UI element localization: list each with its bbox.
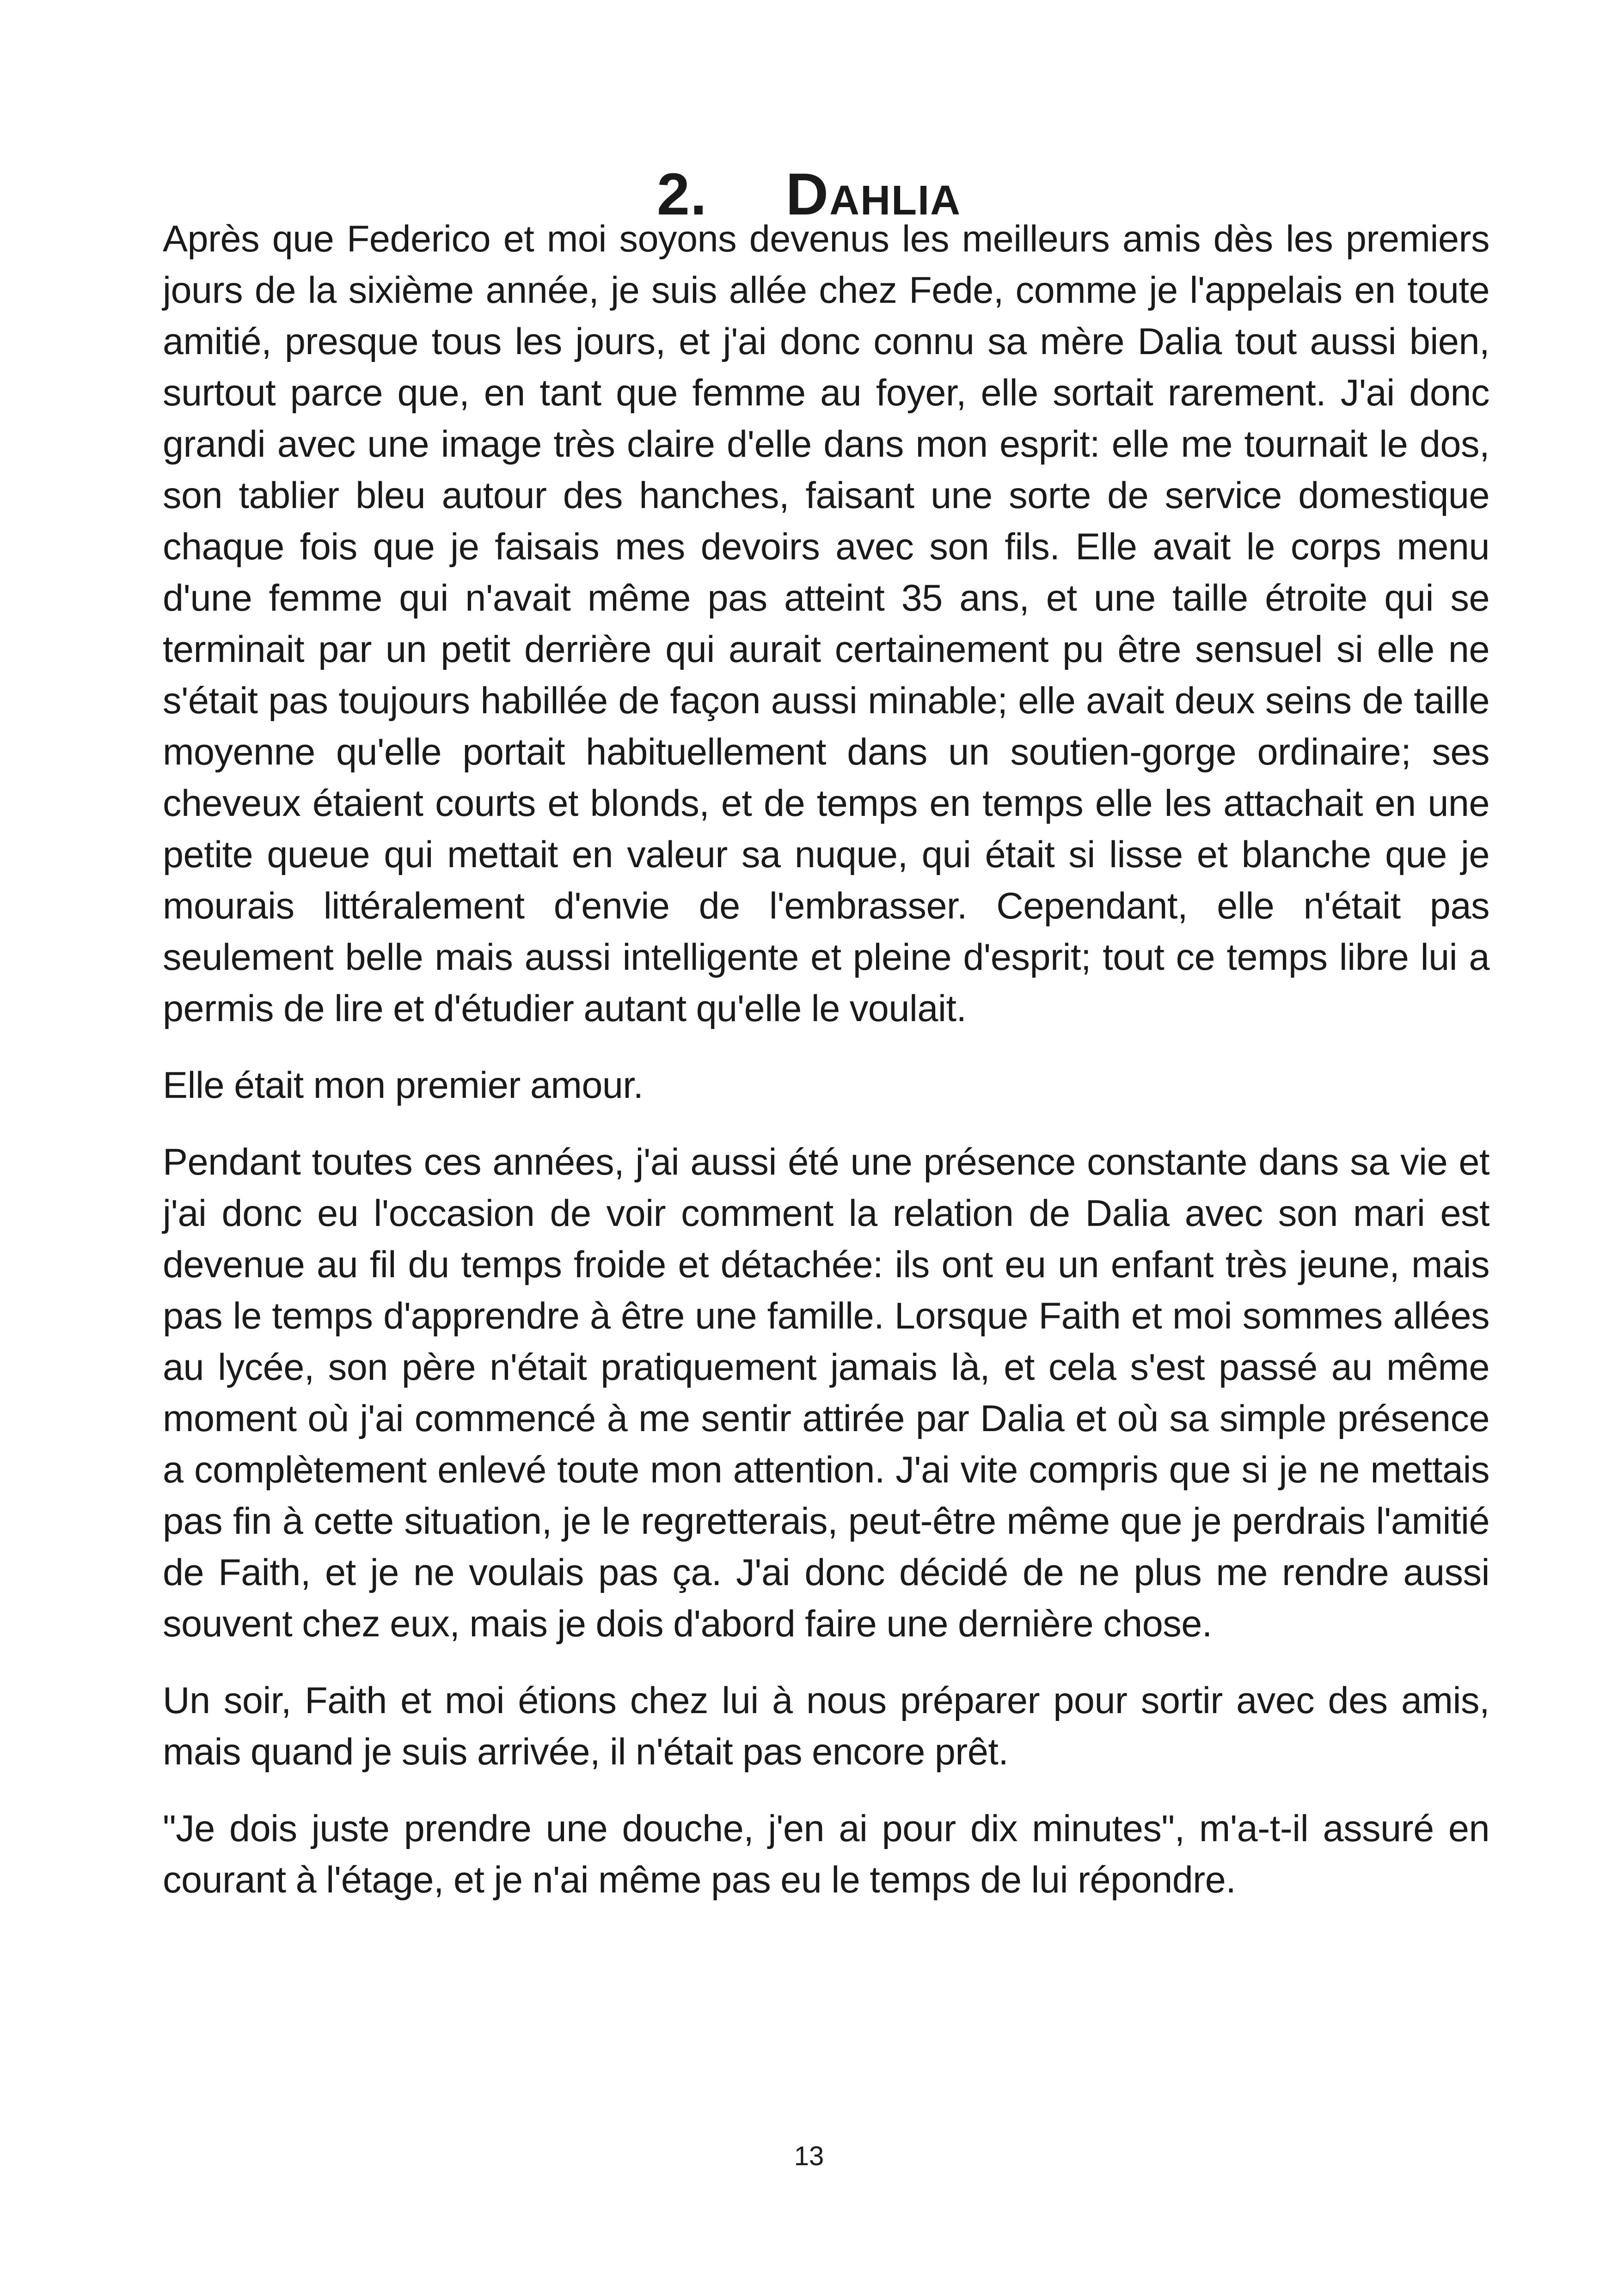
- chapter-body: [163, 214, 1489, 1931]
- paragraph: Elle était mon premier amour.: [163, 1065, 644, 1106]
- chapter-number: 2.: [656, 161, 707, 227]
- paragraph: Un soir, Faith et moi étions chez lui à nous préparer pour sortir avec des amis, mais quand je suis arrivée, il n'était pas encore prêt.: [163, 1680, 1489, 1773]
- paragraph: Après que Federico et moi soyons devenus les meilleurs amis dès les premiers jours de la sixième année, je suis allée chez Fede, comme je l'appelais en toute amitié, presque tous les jours, et j'ai donc connu sa mère Dalia tout aussi bien, surtout parce que, en tant que femme au foyer, elle sortait rarement. J'ai donc grandi avec une image très claire d'elle dans mon esprit: elle me tournait le dos, son tablier bleu autour des hanches, faisant une sorte de service domestique chaque fois que je faisais mes devoirs avec son fils. Elle avait le corps menu d'une femme qui n'avait même pas atteint 35 ans, et une taille étroite qui se terminait par un petit derrière qui aurait certainement pu être sensuel si elle ne s'était pas toujours habillée de façon aussi minable; elle avait deux seins de taille moyenne qu'elle portait habituellement dans un soutien-gorge ordinaire; ses cheveux étaient courts et blonds, et de temps en temps elle les attachait en une petite queue qui mettait en valeur sa nuque, qui était si lisse et blanche que je mourais littéralement d'envie de l'embrasser. Cependant, elle n'était pas seulement belle mais aussi intelligente et pleine d'esprit; tout ce temps libre lui a permis de lire et d'étudier autant qu'elle le voulait.: [163, 218, 1489, 1029]
- paragraph: "Je dois juste prendre une douche, j'en ai pour dix minutes", m'a-t-il assuré en courant à l'étage, et je n'ai même pas eu le temps de lui répondre.: [163, 1808, 1489, 1901]
- chapter-title: Dahlia: [785, 161, 962, 227]
- paragraph: Pendant toutes ces années, j'ai aussi été une présence constante dans sa vie et j'ai donc eu l'occasion de voir comment la relation de Dalia avec son mari est devenue au fil du temps froide et détachée: ils ont eu un enfant très jeune, mais pas le temps d'apprendre à être une famille. Lorsque Faith et moi sommes allées au lycée, son père n'était pratiquement jamais là, et cela s'est passé au même moment où j'ai commencé à me sentir attirée par Dalia et où sa simple présence a complètement enlevé toute mon attention. J'ai vite compris que si je ne mettais pas fin à cette situation, je le regretterais, peut-être même que je perdrais l'amitié de Faith, et je ne voulais pas ça. J'ai donc décidé de ne plus me rendre aussi souvent chez eux, mais je dois d'abord faire une dernière chose.: [163, 1141, 1489, 1645]
- page-number: 13: [794, 2141, 824, 2171]
